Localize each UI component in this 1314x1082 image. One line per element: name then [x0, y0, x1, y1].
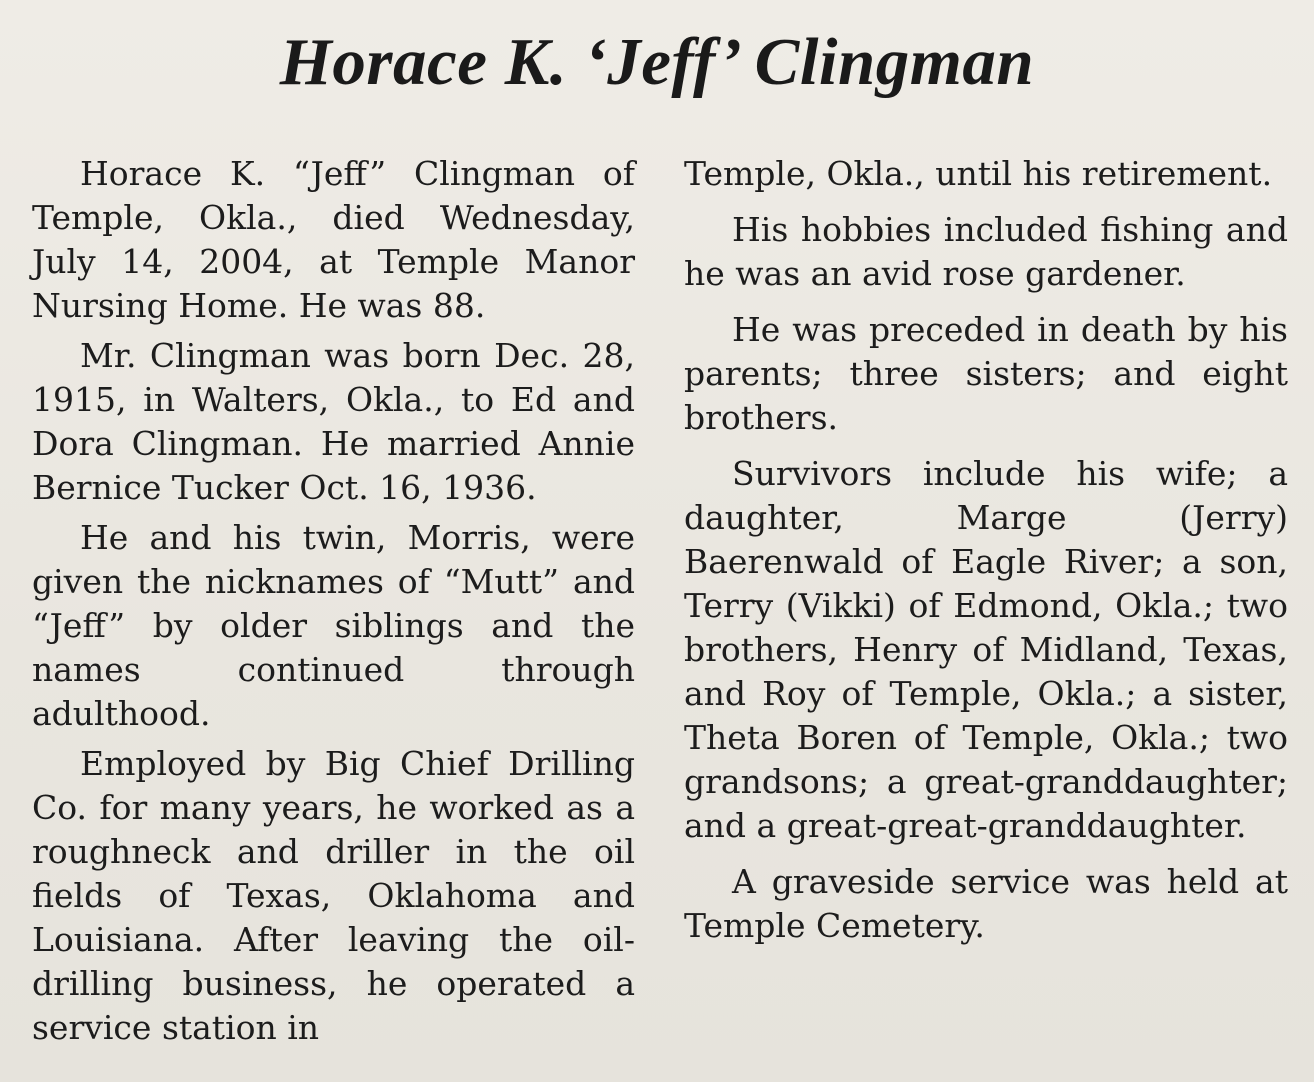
paragraph-hobbies: His hobbies included fishing and he was an avid rose gardener.: [684, 210, 1288, 293]
paragraph-nicknames: He and his twin, Morris, were given the nicknames of “Mutt” and “Jeff” by older siblings and the names continued through adulthood.: [32, 518, 635, 733]
paragraph-birth-marriage: Mr. Clingman was born Dec. 28, 1915, in Walters, Okla., to Ed and Dora Clingman. He married Annie Bernice Tucker Oct. 16, 1936.: [32, 336, 635, 507]
text-column-right: [684, 152, 1288, 960]
paragraph-service: A graveside service was held at Temple Cemetery.: [684, 862, 1288, 945]
paragraph-death-notice: Horace K. “Jeff” Clingman of Temple, Okla., died Wednesday, July 14, 2004, at Temple Manor Nursing Home. He was 88.: [32, 154, 635, 325]
paragraph-survivors: Survivors include his wife; a daughter, Marge (Jerry) Baerenwald of Eagle River; a son, Terry (Vikki) of Edmond, Okla.; two brothers, Henry of Midland, Texas, and Roy of Temple, Okla.; a sister, Theta Boren of Temple, Okla.; two grandsons; a great-granddaughter; and a great-great-granddaughter.: [684, 454, 1288, 845]
obituary-headline: Horace K. ‘Jeff’ Clingman: [279, 25, 1035, 99]
paragraph-employment: Employed by Big Chief Drilling Co. for many years, he worked as a roughneck and driller in the oil fields of Texas, Oklahoma and Louisiana. After leaving the oil-drilling business, he operated a service station in: [32, 744, 635, 1047]
paragraph-employment-continued: Temple, Okla., until his retirement.: [684, 154, 1273, 193]
text-column-left: [32, 152, 635, 1056]
paragraph-preceded-in-death: He was preceded in death by his parents; three sisters; and eight brothers.: [684, 310, 1288, 437]
